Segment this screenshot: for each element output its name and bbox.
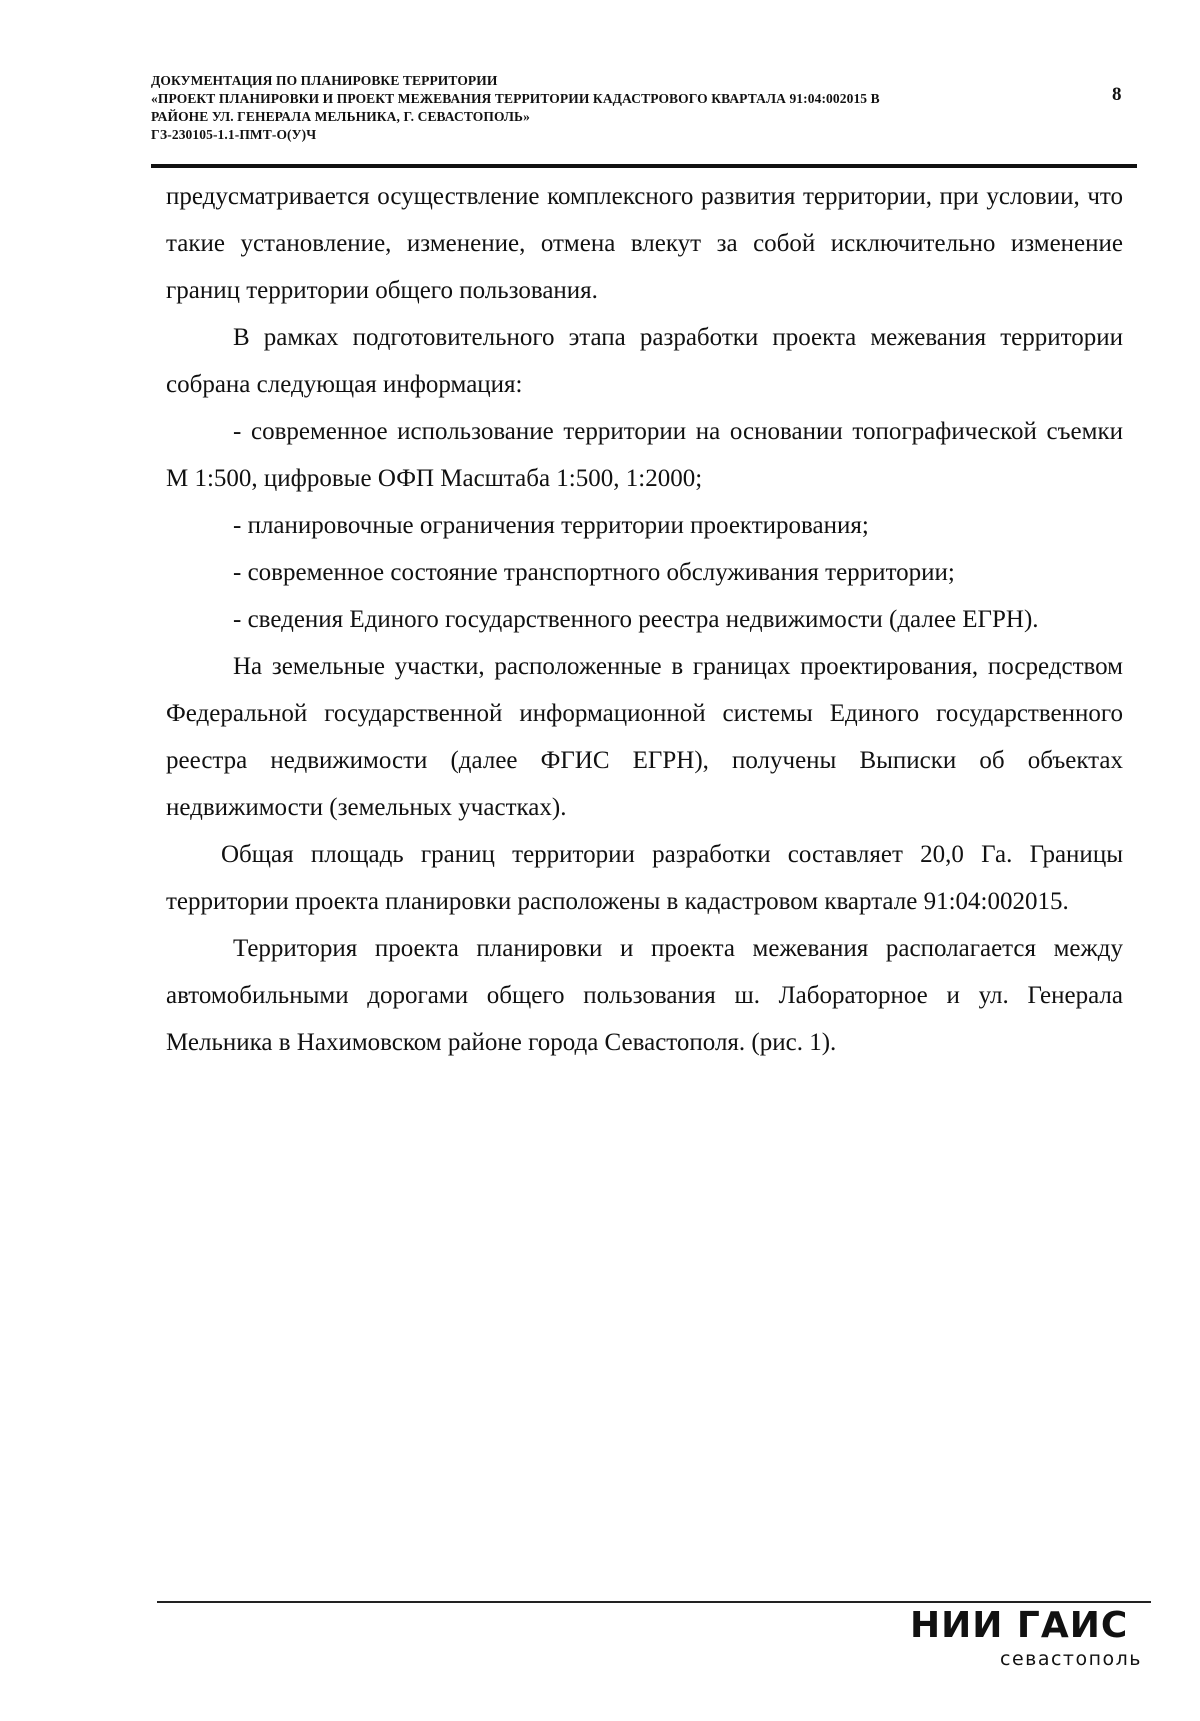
document-body: [166, 173, 1123, 1066]
list-item-2: - планировочные ограничения территории проектирования;: [233, 512, 869, 539]
paragraph-1: предусматривается осуществление комплексного развития территории, при условии, что такие установление, изменение, отмена влекут за собой исключительно изменение границ территории общего пользования.: [166, 183, 1123, 304]
page-number: 8: [1112, 84, 1122, 105]
logo-main-text: НИИ ГАИС: [910, 1605, 1129, 1646]
header-divider: [151, 164, 1137, 168]
header-line-3: РАЙОНЕ УЛ. ГЕНЕРАЛА МЕЛЬНИКА, Г. СЕВАСТОПОЛЬ»: [151, 109, 530, 124]
header-line-2: «ПРОЕКТ ПЛАНИРОВКИ И ПРОЕКТ МЕЖЕВАНИЯ ТЕРРИТОРИИ КАДАСТРОВОГО КВАРТАЛА 91:04:002015 В: [151, 91, 880, 106]
paragraph-4: Общая площадь границ территории разработки составляет 20,0 Га. Границы территории проекта планировки расположены в кадастровом квартале 91:04:002015.: [166, 841, 1123, 915]
document-header: [151, 72, 1001, 144]
company-logo: [900, 1605, 1160, 1685]
logo-sub-text: севастополь: [1000, 1648, 1143, 1670]
footer-divider: [157, 1601, 1151, 1603]
list-item-4: - сведения Единого государственного реестра недвижимости (далее ЕГРН).: [233, 606, 1039, 633]
paragraph-2: В рамках подготовительного этапа разработки проекта межевания территории собрана следующая информация:: [166, 324, 1123, 398]
header-line-4: ГЗ-230105-1.1-ПМТ-О(У)Ч: [151, 127, 317, 142]
paragraph-3: На земельные участки, расположенные в границах проектирования, посредством Федеральной государственной информационной системы Единого государственного реестра недвижимости (далее ФГИС ЕГРН), получены Выписки об объектах недвижимости (земельных участках).: [166, 653, 1123, 821]
paragraph-5: Территория проекта планировки и проекта межевания располагается между автомобильными дорогами общего пользования ш. Лабораторное и ул. Генерала Мельника в Нахимовском районе города Севастополя. (рис. 1).: [166, 935, 1123, 1056]
header-line-1: ДОКУМЕНТАЦИЯ ПО ПЛАНИРОВКЕ ТЕРРИТОРИИ: [151, 73, 498, 88]
list-item-1: - современное использование территории на основании топографической съемки М 1:500, цифровые ОФП Масштаба 1:500, 1:2000;: [166, 418, 1123, 492]
list-item-3: - современное состояние транспортного обслуживания территории;: [233, 559, 955, 586]
